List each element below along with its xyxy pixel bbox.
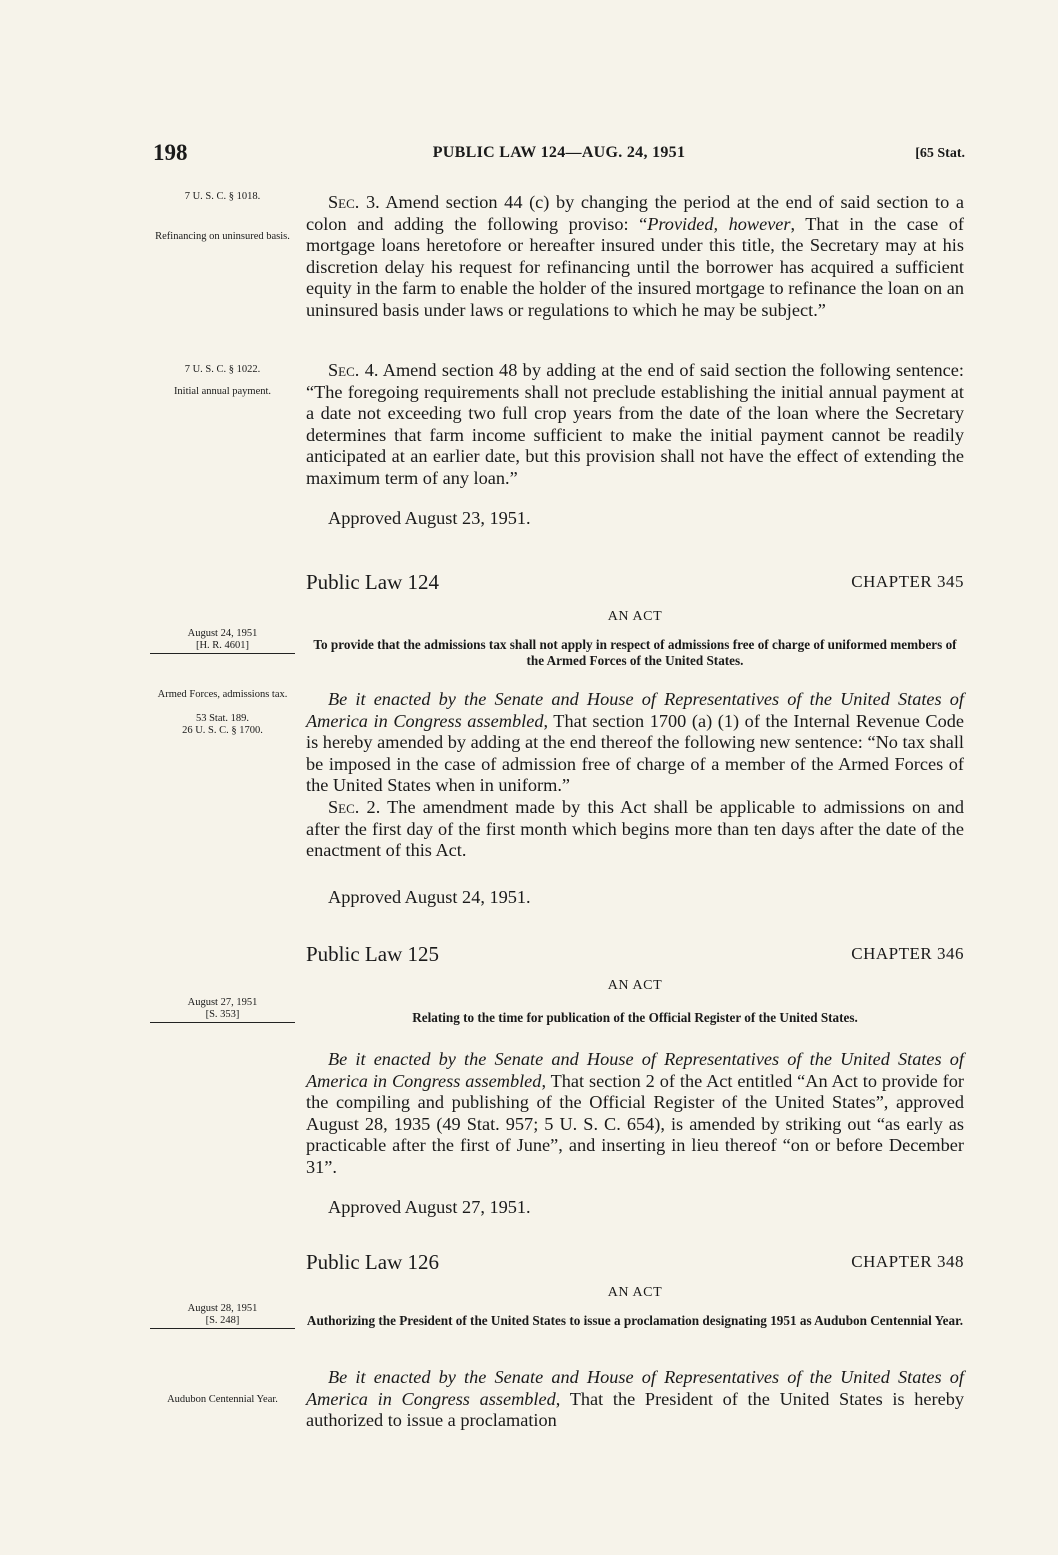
margin-note-initial-payment: Initial annual payment. (173, 386, 272, 397)
public-law-126-purpose: Authorizing the President of the United States to issue a proclamation designating 1951 as Audubon Centennial Year. (306, 1313, 964, 1328)
margin-note-pl125-bill: [S. 353] (150, 1009, 295, 1023)
public-law-126-enact-text: , That the President of the United States is hereby authorized to issue a proclamation (306, 1388, 964, 1431)
public-law-125-purpose: Relating to the time for publication of the Official Register of the United States. (412, 1010, 858, 1025)
public-law-124-enact-text: , That section 1700 (a) (1) of the Internal Revenue Code is hereby amended by adding at the end thereof the following new sentence: “No tax shall be imposed in the case of admission free of charge of a member of the Armed Forces of the United States when in uniform.” (306, 710, 964, 796)
public-law-126-body (306, 1367, 964, 1432)
section-3 (306, 192, 964, 322)
public-law-126-enacting-clause: Be it enacted by the Senate and House of Representatives of the United States of America in Congress assembled (306, 1367, 964, 1409)
section-3-proviso: Provided, however (647, 213, 791, 234)
public-law-124-body (306, 689, 964, 862)
section-4-text: Amend section 48 by adding at the end of said section the following sentence: “The foregoing requirements shall not preclude establishing the initial annual payment at a date not exceeding two full crop years from the date of the loan where the Secretary determines that farm income sufficient to make the initial payment cannot be readily anticipated at an earlier date, but this provision shall not have the effect of extending the maximum term of any loan.” (306, 360, 964, 488)
public-law-124-heading (306, 570, 964, 596)
margin-note-pl124-bill: [H. R. 4601] (150, 640, 295, 654)
margin-note-usc-1018: 7 U. S. C. § 1018. (184, 191, 261, 202)
margin-note-stat-189: 53 Stat. 189. (195, 713, 250, 724)
margin-note-pl126-bill: [S. 248] (150, 1315, 295, 1329)
public-law-125-body (306, 1049, 964, 1179)
public-law-125-an-act: AN ACT (607, 978, 663, 993)
margin-note-refinancing: Refinancing on uninsured basis. (155, 231, 290, 242)
section-3-text-b: , That in the case of mortgage loans heretofore or hereafter insured under this title, the Secretary may at his discretion delay his request for refinancing until the borrower has acquired a sufficient equity in the farm to enable the holder of the insured mortgage to refinance the loan on an uninsured basis under laws or regulations to which he may be subject.” (306, 213, 964, 320)
statute-reference: [65 Stat. (915, 146, 965, 161)
public-law-124-purpose: To provide that the admissions tax shall not apply in respect of admissions free of charge of uniformed members of the Armed Forces of the United States. (313, 637, 957, 668)
page-number: 198 (153, 140, 188, 165)
margin-note-usc-1700: 26 U. S. C. § 1700. (182, 725, 263, 736)
section-3-label: Sec. 3. (328, 192, 380, 212)
approved-date-1: Approved August 23, 1951. (328, 508, 531, 528)
public-law-125-enacting-clause: Be it enacted by the Senate and House of Representatives of the United States of America in Congress assembled (306, 1049, 964, 1091)
public-law-124-enacting-clause: Be it enacted by the Senate and House of Representatives of the United States of America in Congress assembled (306, 689, 964, 731)
public-law-125-chapter: CHAPTER 346 (851, 944, 964, 963)
section-4 (306, 360, 964, 490)
margin-note-audubon: Audubon Centennial Year. (167, 1394, 278, 1405)
section-3-text-a: Amend section 44 (c) by changing the period at the end of said section to a colon and adding the following proviso: “ (306, 192, 964, 234)
public-law-126-heading (306, 1250, 964, 1276)
page-header (153, 140, 965, 170)
public-law-124-an-act: AN ACT (607, 609, 663, 624)
public-law-125-enact-text: , That section 2 of the Act entitled “An Act to provide for the compiling and publishing of the Official Register of the United States”, approved August 28, 1935 (49 Stat. 957; 5 U. S. C. 654), is amended by striking out “as early as practicable after the first of June”, and inserting in lieu thereof “on or before December 31”. (306, 1070, 964, 1177)
margin-note-pl125-date: August 27, 1951 (187, 997, 258, 1008)
public-law-126-an-act: AN ACT (607, 1285, 663, 1300)
public-law-126-title: Public Law 126 (306, 1250, 439, 1274)
margin-note-pl126-date: August 28, 1951 (187, 1303, 258, 1314)
running-title: PUBLIC LAW 124—AUG. 24, 1951 (432, 144, 686, 161)
margin-note-pl124-date: August 24, 1951 (187, 628, 258, 639)
margin-note-usc-1022: 7 U. S. C. § 1022. (184, 364, 261, 375)
public-law-125-title: Public Law 125 (306, 942, 439, 966)
public-law-124-sec2-label: Sec. 2. (328, 796, 381, 817)
public-law-124-sec2-text: The amendment made by this Act shall be applicable to admissions on and after the first day of the first month which begins more than ten days after the date of the enactment of this Act. (306, 796, 964, 861)
public-law-124-chapter: CHAPTER 345 (851, 572, 964, 591)
public-law-126-chapter: CHAPTER 348 (851, 1252, 964, 1271)
public-law-124-title: Public Law 124 (306, 570, 439, 594)
margin-note-armed-forces: Armed Forces, admissions tax. (157, 689, 288, 700)
public-law-125-heading (306, 942, 964, 968)
public-law-124-approved: Approved August 24, 1951. (328, 887, 531, 907)
public-law-125-approved: Approved August 27, 1951. (328, 1197, 531, 1217)
section-4-label: Sec. 4. (328, 360, 379, 380)
